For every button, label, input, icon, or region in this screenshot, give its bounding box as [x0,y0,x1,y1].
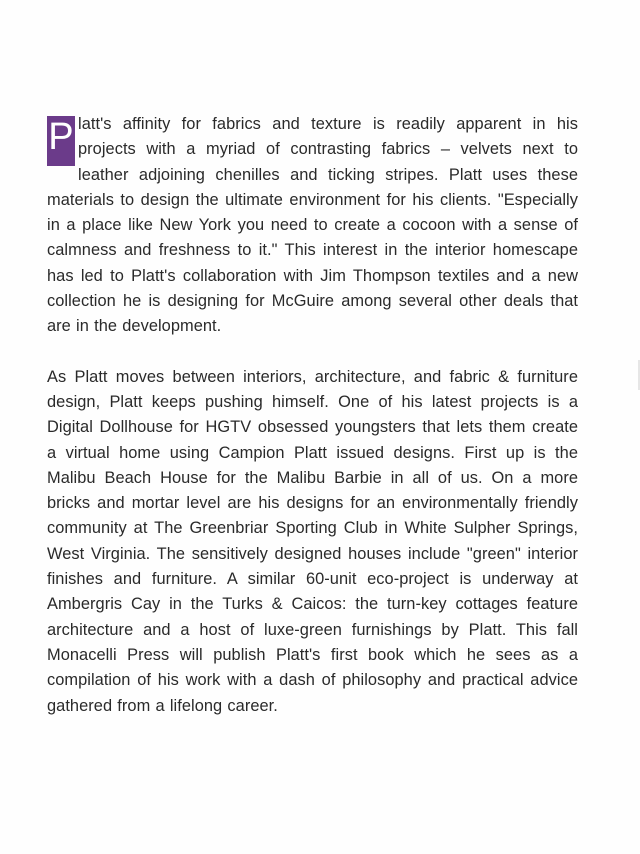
paragraph-1 [47,112,578,340]
article-body [47,112,578,719]
drop-cap: P [47,116,75,166]
paragraph-1-text: latt's affinity for fabrics and texture is readily apparent in his projects with a myriad of contrasting fabrics – velvets next to leather adjoining chenilles and ticking stripes. Platt uses these materials to design the ultimate environment for his clients. "Especially in a place like New York you need to create a cocoon with a sense of calmness and freshness to it." This interest in the interior homescape has led to Platt's collaboration with Jim Thompson textiles and a new collection he is designing for McGuire among several other deals that are in the development. [47,115,578,336]
paragraph-2: As Platt moves between interiors, architecture, and fabric & furniture design, Platt keeps pushing himself. One of his latest projects is a Digital Dollhouse for HGTV obsessed youngsters that lets them create a virtual home using Campion Platt issued designs. First up is the Malibu Beach House for the Malibu Barbie in all of us. On a more bricks and mortar level are his designs for an environmentally friendly community at The Greenbriar Sporting Club in White Sulpher Springs, West Virginia. The sensitively designed houses include "green" interior finishes and furniture. A similar 60-unit eco-project is underway at Ambergris Cay in the Turks & Caicos: the turn-key cottages feature architecture and a host of luxe-green furnishings by Platt. This fall Monacelli Press will publish Platt's first book which he sees as a compilation of his work with a dash of philosophy and practical advice gathered from a lifelong career. [47,367,578,715]
